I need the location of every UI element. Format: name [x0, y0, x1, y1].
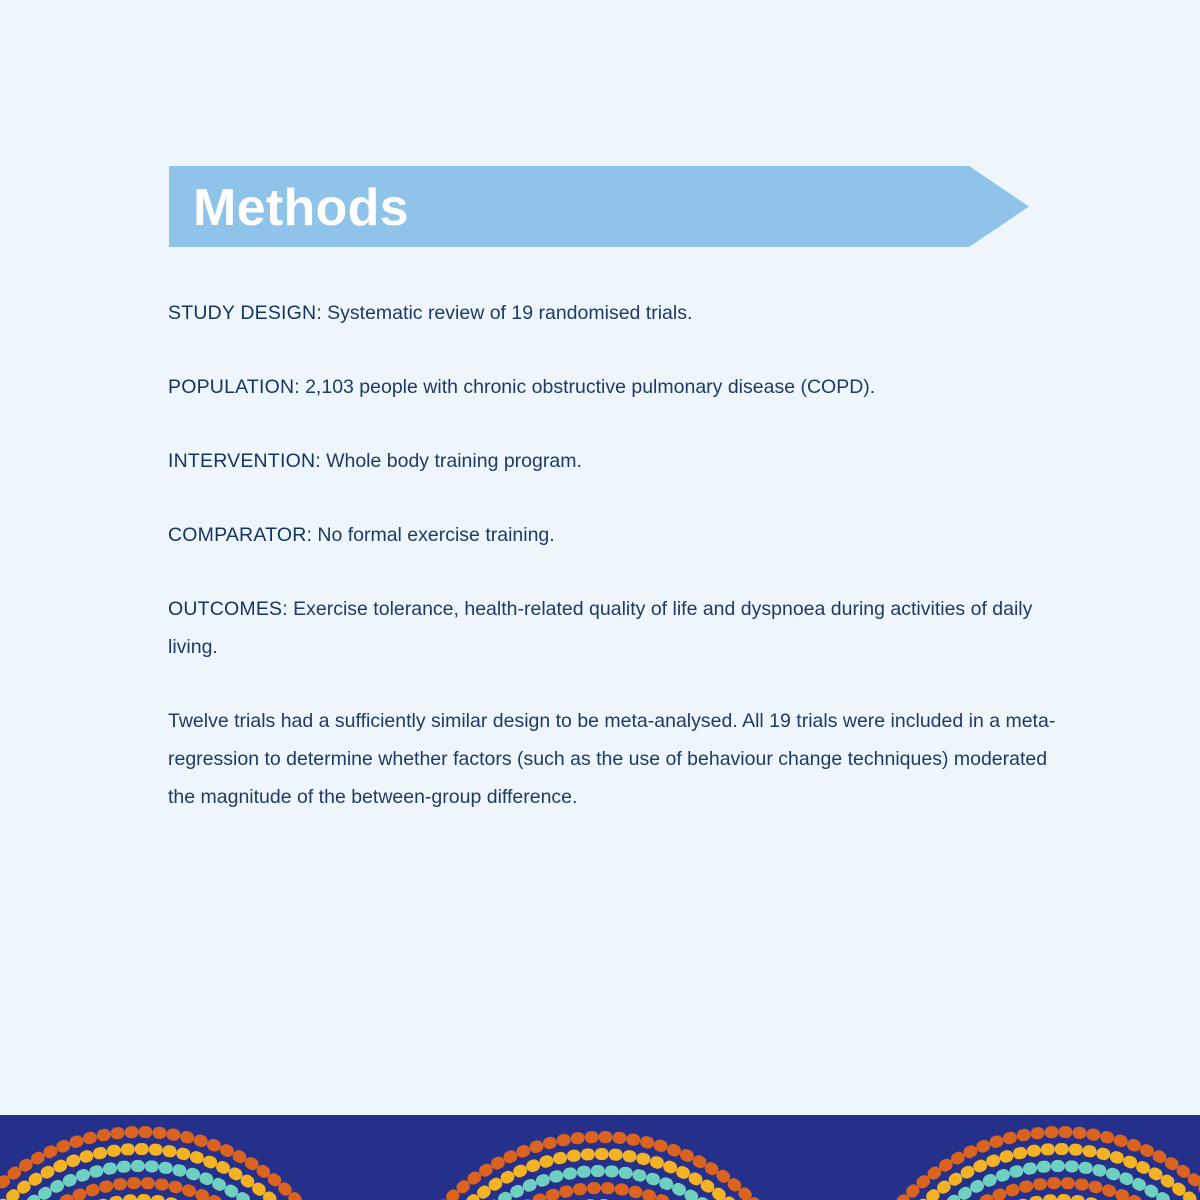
intervention-label: INTERVENTION	[168, 450, 316, 472]
population-text: 2,103 people with chronic obstructive pulmonary disease (COPD).	[299, 376, 876, 398]
study-design-text: Systematic review of 19 randomised trials.	[321, 302, 693, 324]
study-design-paragraph	[168, 294, 1068, 332]
label-separator: :	[282, 598, 288, 620]
methods-content	[168, 294, 1068, 852]
population-label: POPULATION	[168, 376, 295, 398]
label-separator: :	[294, 376, 300, 398]
outcomes-label: OUTCOMES	[168, 598, 283, 620]
label-separator: :	[315, 450, 321, 472]
intervention-paragraph	[168, 442, 1068, 480]
summary-paragraph: Twelve trials had a sufficiently similar design to be meta-analysed. All 19 trials were included in a meta-regression to determine whether factors (such as the use of behaviour change techniques) moderated the magnitude of the between-group difference.	[168, 710, 1056, 808]
section-banner	[169, 166, 1029, 247]
comparator-text: No formal exercise training.	[311, 524, 555, 546]
page-title: Methods	[193, 179, 409, 237]
study-design-label: STUDY DESIGN	[168, 302, 317, 324]
label-separator: :	[316, 302, 322, 324]
outcomes-paragraph	[168, 590, 1068, 666]
label-separator: :	[306, 524, 312, 546]
intervention-text: Whole body training program.	[320, 450, 582, 472]
population-paragraph	[168, 368, 1068, 406]
comparator-label: COMPARATOR	[168, 524, 307, 546]
dot-painting-artwork	[0, 1115, 1200, 1200]
outcomes-text: Exercise tolerance, health-related quality of life and dyspnoea during activities of daily living.	[168, 598, 1033, 658]
comparator-paragraph	[168, 516, 1068, 554]
